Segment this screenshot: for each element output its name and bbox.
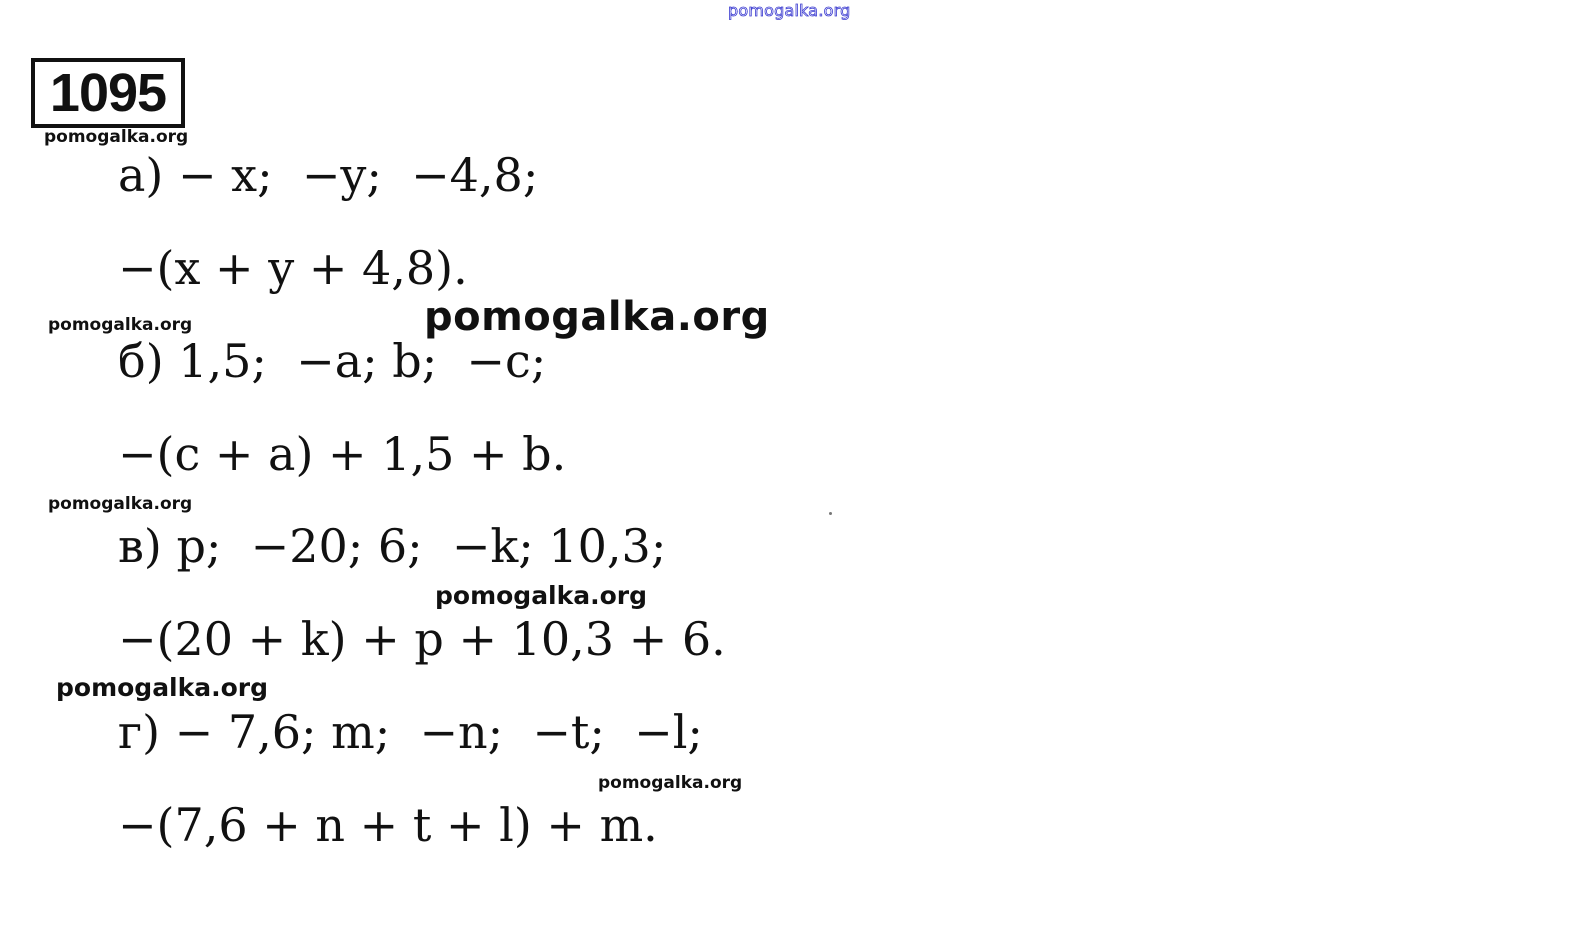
watermark: pomogalka.org [48,494,193,514]
solution-v-terms: в) p; −20; 6; −k; 10,3; [118,519,667,573]
watermark: pomogalka.org [56,673,269,702]
watermark: pomogalka.org [48,315,193,335]
task-number: 1095 [49,63,167,123]
solution-b-terms: б) 1,5; −a; b; −c; [118,334,547,388]
solution-v-sum: −(20 + k) + p + 10,3 + 6. [118,612,726,666]
solution-a-sum: −(x + y + 4,8). [118,241,468,295]
top-site-link[interactable]: pomogalka.org [728,1,851,20]
watermark: pomogalka.org [435,581,648,610]
solution-g-terms: г) − 7,6; m; −n; −t; −l; [118,705,703,759]
solution-g-sum: −(7,6 + n + t + l) + m. [118,798,658,852]
stray-dot [829,512,832,515]
watermark: pomogalka.org [44,127,189,147]
watermark: pomogalka.org [424,294,770,340]
task-number-box [31,58,185,128]
watermark: pomogalka.org [598,773,743,793]
solution-b-sum: −(c + a) + 1,5 + b. [118,427,567,481]
solution-a-terms: а) − x; −y; −4,8; [118,148,539,202]
